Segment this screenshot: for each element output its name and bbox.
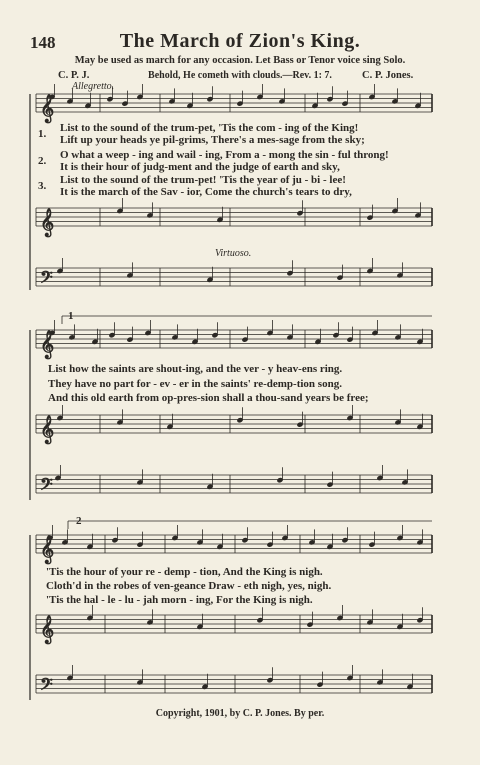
ending-number-2: 2 [76,515,82,527]
system-2-line-2: They have no part for - ev - er in the saints' re-demp-tion song. [48,378,342,390]
verse-number-3: 3. [38,180,47,192]
svg-text:𝄢: 𝄢 [40,674,53,698]
page-number: 148 [30,33,56,52]
composer-credit: C. P. Jones. [362,70,414,81]
verse-2-line-a: O what a weep - ing and wail - ing, From a - mong the sin - ful throng! [60,149,389,161]
system-2-line-1: List how the saints are shout-ing, and the ver - y heav-ens ring. [48,363,343,375]
verse-number-2: 2. [38,155,47,167]
system-3-line-3: 'Tis the hal - le - lu - jah morn - ing, For the King is nigh. [46,594,313,606]
lyricist-credit: C. P. J. [58,70,90,81]
scripture-reference: Behold, He cometh with clouds.—Rev. 1: 7. [148,70,332,81]
svg-text:𝄢: 𝄢 [40,267,53,291]
svg-text:𝄞: 𝄞 [40,94,55,122]
verse-3-line-a: List to the sound of the trum-pet! 'Tis the year of ju - bi - lee! [60,174,346,186]
system-3-line-1: 'Tis the hour of your re - demp - tion, And the King is nigh. [46,566,323,578]
system-2-line-3: And this old earth from op-pres-sion shall a thou-sand years be free; [48,392,369,404]
svg-text:𝄢: 𝄢 [40,474,53,498]
performance-note: May be used as march for any occasion. Let Bass or Tenor voice sing Solo. [74,55,406,66]
verse-3-line-b: It is the march of the Sav - ior, Come the church's tears to dry, [60,186,352,198]
ending-number-1: 1 [68,310,74,322]
verse-2-line-b: It is their hour of judg-ment and the judge of earth and sky, [60,161,340,173]
tempo-mark-virtuoso: Virtuoso. [215,248,252,259]
verse-number-1: 1. [38,128,47,140]
tempo-mark-allegretto: Allegretto. [72,81,115,92]
verse-1-line-b: Lift up your heads ye pil-grims, There's a mes-sage from the sky; [60,134,365,146]
svg-text:𝄞: 𝄞 [40,615,55,643]
svg-text:𝄞: 𝄞 [40,535,55,563]
hymn-title: The March of Zion's King. [119,30,361,52]
svg-text:𝄞: 𝄞 [40,330,55,358]
verse-1-line-a: List to the sound of the trum-pet, 'Tis the com - ing of the King! [60,122,359,134]
svg-text:𝄞: 𝄞 [40,415,55,443]
copyright-line: Copyright, 1901, by C. P. Jones. By per. [155,708,325,719]
system-3-line-2: Cloth'd in the robes of ven-geance Draw - eth nigh, yes, nigh. [46,580,332,592]
svg-text:𝄞: 𝄞 [40,208,55,236]
